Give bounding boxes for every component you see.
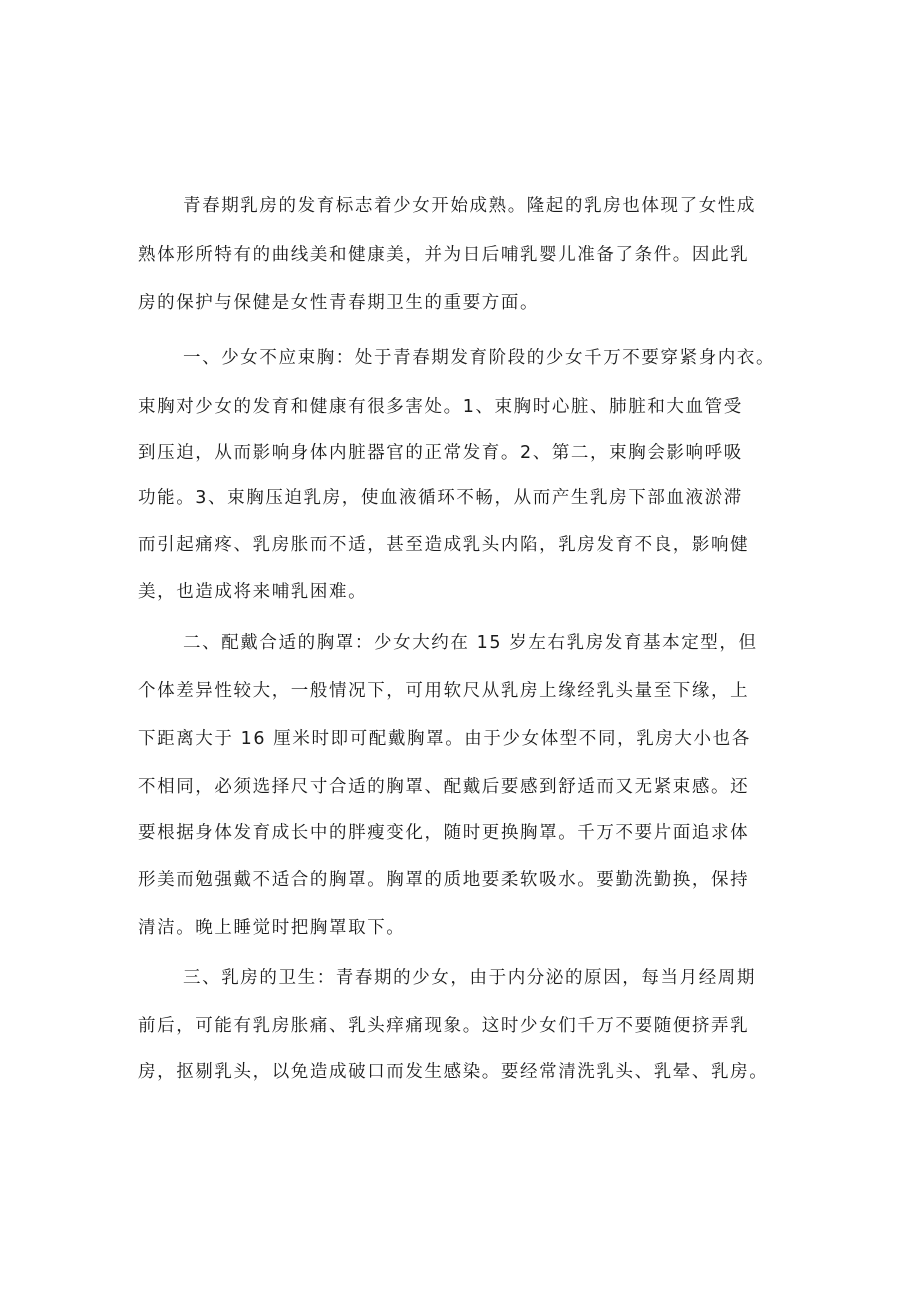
paragraph-1-line-3: 房的保护与保健是女性青春期卫生的重要方面。	[138, 293, 540, 313]
paragraph-4-line-3: 房，抠剔乳头，以免造成破口而发生感染。要经常清洗乳头、乳晕、乳房。	[138, 1062, 769, 1082]
paragraph-4-line-1: 三、乳房的卫生：青春期的少女，由于内分泌的原因，每当月经周期	[183, 968, 756, 988]
paragraph-2-line-4: 功能。3、束胸压迫乳房，使血液循环不畅，从而产生乳房下部血液淤滞	[138, 488, 743, 508]
paragraph-2-line-1: 一、少女不应束胸：处于青春期发育阶段的少女千万不要穿紧身内衣。	[183, 348, 776, 368]
paragraph-4-line-2: 前后，可能有乳房胀痛、乳头痒痛现象。这时少女们千万不要随便挤弄乳	[138, 1016, 750, 1036]
paragraph-3-line-4: 不相同，必须选择尺寸合适的胸罩、配戴后要感到舒适而又无紧束感。还	[138, 777, 750, 797]
paragraph-3-line-5: 要根据身体发育成长中的胖瘦变化，随时更换胸罩。千万不要片面追求体	[138, 823, 750, 843]
paragraph-3-line-7: 清洁。晚上睡觉时把胸罩取下。	[138, 918, 406, 938]
paragraph-3-line-6: 形美而勉强戴不适合的胸罩。胸罩的质地要柔软吸水。要勤洗勤换，保持	[138, 870, 750, 890]
paragraph-3-line-1: 二、配戴合适的胸罩：少女大约在 15 岁左右乳房发育基本定型，但	[183, 633, 758, 653]
paragraph-3-line-3: 下距离大于 16 厘米时即可配戴胸罩。由于少女体型不同，乳房大小也各	[138, 729, 751, 749]
paragraph-1-line-1: 青春期乳房的发育标志着少女开始成熟。隆起的乳房也体现了女性成	[183, 196, 756, 216]
paragraph-2-line-2: 束胸对少女的发育和健康有很多害处。1、束胸时心脏、肺脏和大血管受	[138, 397, 743, 417]
paragraph-3-line-2: 个体差异性较大，一般情况下，可用软尺从乳房上缘经乳头量至下缘，上	[138, 681, 750, 701]
paragraph-2-line-5: 而引起痛疼、乳房胀而不适，甚至造成乳头内陷，乳房发育不良，影响健	[138, 535, 750, 555]
paragraph-2-line-6: 美，也造成将来哺乳困难。	[138, 582, 368, 602]
paragraph-2-line-3: 到压迫，从而影响身体内脏器官的正常发育。2、第二，束胸会影响呼吸	[138, 443, 743, 463]
paragraph-1-line-2: 熟体形所特有的曲线美和健康美，并为日后哺乳婴儿准备了条件。因此乳	[138, 245, 750, 265]
